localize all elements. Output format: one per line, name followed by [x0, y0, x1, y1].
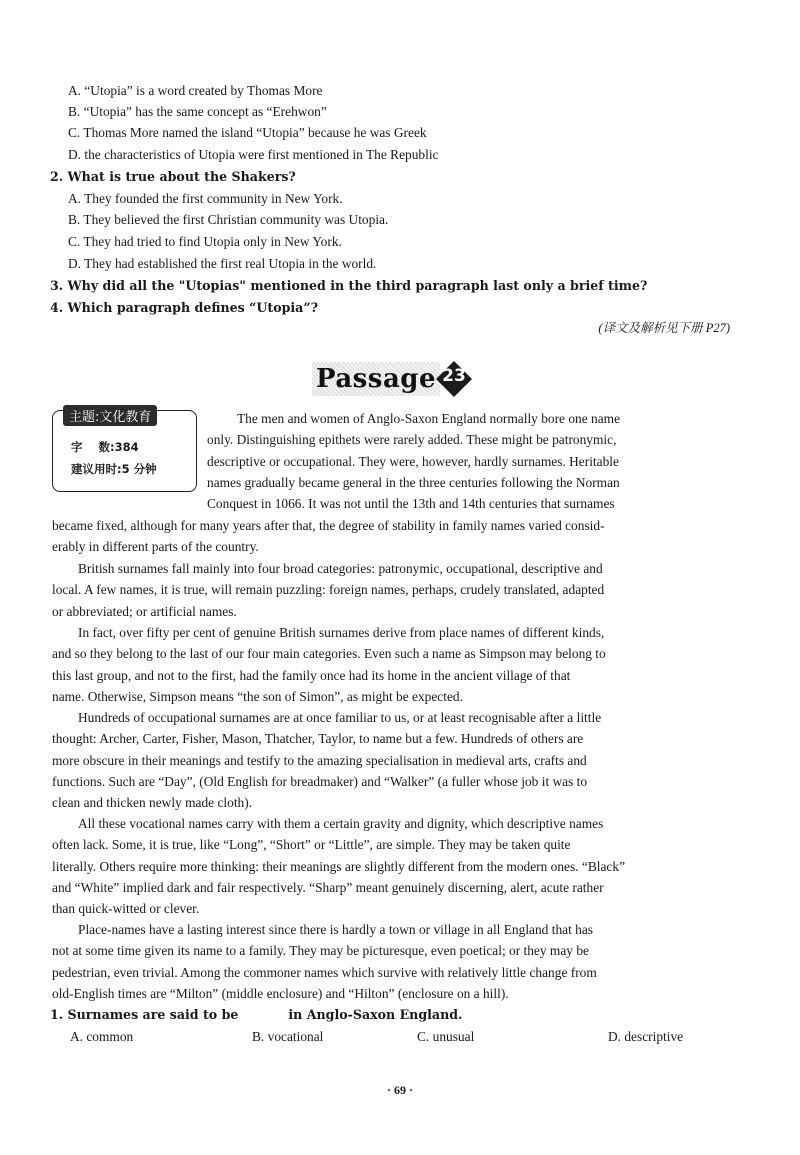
p6-line-4: old-English times are “Milton” (middle enclosure) and “Hilton” (enclosure on a hill). — [52, 985, 509, 1001]
paragraph-5 — [52, 813, 742, 919]
p4-line-5: clean and thicken newly made cloth). — [52, 795, 253, 811]
q1-stem-after: in Anglo-Saxon England. — [288, 1007, 463, 1022]
p1-line-7: erably in different parts of the country. — [52, 539, 259, 555]
q1-option-a: A. “Utopia” is a word created by Thomas More — [68, 83, 323, 98]
p6-line-1: Place-names have a lasting interest since there is hardly a town or village in all England that has — [78, 922, 594, 937]
passage-title: Passage — [312, 362, 440, 396]
p3-line-2: and so they belong to the last of our four main categories. Even such a name as Simpson may belong to — [52, 646, 606, 662]
p5-line-1: All these vocational names carry with them a certain gravity and dignity, which descriptive names — [78, 816, 604, 831]
passage-banner — [312, 360, 482, 398]
paragraph-2 — [52, 558, 742, 622]
p1-line-4: names gradually became general in the three centuries following the Norman — [207, 474, 620, 490]
q2-option-b: B. They believed the first Christian community was Utopia. — [68, 212, 389, 227]
p2-line-3: or abbreviated; or artificial names. — [52, 603, 237, 619]
p6-line-2: not at some time given its name to a family. They may be picturesque, even poetical; or they may be — [52, 943, 589, 959]
q1-option-c: C. Thomas More named the island “Utopia” because he was Greek — [68, 125, 427, 140]
page-number: · 69 · — [386, 1083, 413, 1097]
passage-info-box — [52, 410, 197, 492]
p1-line-2: only. Distinguishing epithets were rarely added. These might be patronymic, — [207, 432, 617, 448]
p3-line-3: this last group, and not to the first, had the family once had its home in the ancient village of that — [52, 667, 571, 683]
passage-question-1 — [50, 1006, 462, 1024]
p2-line-2: local. A few names, it is true, will remain puzzling: foreign names, perhaps, crudely translated, adapted — [52, 582, 605, 598]
p1-line-1: The men and women of Anglo-Saxon England normally bore one name — [237, 411, 621, 426]
word-count: 字 数:384 — [71, 440, 139, 454]
p5-line-2: often lack. Some, it is true, like “Long”, “Short” or “Little”, are simple. They may be taken quite — [52, 837, 571, 853]
p2-line-1: British surnames fall mainly into four broad categories: patronymic, occupational, descriptive and — [78, 561, 603, 576]
p1-line-6: became fixed, although for many years after that, the degree of stability in family names varied consid- — [52, 518, 605, 533]
pq1-option-c: C. unusual — [417, 1029, 475, 1044]
p5-line-3: literally. Others require more thinking: their meanings are slightly different from the modern ones. “Black” — [52, 858, 626, 874]
q1-option-d: D. the characteristics of Utopia were first mentioned in The Republic — [68, 147, 439, 162]
pq1-option-a: A. common — [70, 1029, 134, 1044]
p4-line-1: Hundreds of occupational surnames are at once familiar to us, or at least recognisable after a little — [78, 710, 602, 725]
question-3: 3. Why did all the "Utopias" mentioned in the third paragraph last only a brief time? — [50, 278, 648, 293]
p4-line-2: thought: Archer, Carter, Fisher, Mason, Thatcher, Taylor, to name but a few. Hundreds of others are — [52, 731, 584, 747]
p1-line-5: Conquest in 1066. It was not until the 13th and 14th centuries that surnames — [207, 496, 615, 512]
q1-stem-before: 1. Surnames are said to be — [50, 1007, 239, 1022]
passage-number: 23 — [442, 366, 466, 386]
q2-option-a: A. They founded the first community in New York. — [68, 191, 343, 206]
p1-line-3: descriptive or occupational. They were, however, hardly surnames. Heritable — [207, 453, 619, 469]
p4-line-3: more obscure in their meanings and testify to the amazing specialisation in medieval arts, crafts and — [52, 752, 587, 768]
paragraph-3 — [52, 622, 742, 707]
p5-line-4: and “White” implied dark and fair respectively. “Sharp” meant genuinely discerning, alert, acute rather — [52, 879, 604, 895]
question-2: 2. What is true about the Shakers? — [50, 169, 296, 184]
paragraph-4 — [52, 707, 742, 813]
p5-line-5: than quick-witted or clever. — [52, 901, 200, 917]
q2-option-c: C. They had tried to find Utopia only in New York. — [68, 234, 342, 249]
paragraph-1-full — [52, 515, 742, 558]
p6-line-3: pedestrian, even trivial. Among the commoner names which survive with relatively little change from — [52, 964, 597, 980]
question-4: 4. Which paragraph defines “Utopia”? — [50, 300, 318, 315]
topic-tag: 主题:文化教育 — [63, 405, 157, 426]
p3-line-4: name. Otherwise, Simpson means “the son of Simon”, as might be expected. — [52, 688, 463, 704]
q2-option-d: D. They had established the first real Utopia in the world. — [68, 256, 377, 271]
suggested-time: 建议用时:5 分钟 — [71, 462, 157, 476]
paragraph-1-wrapped — [207, 408, 731, 514]
pq1-option-b: B. vocational — [252, 1029, 324, 1044]
q1-option-b: B. “Utopia” has the same concept as “Erehwon” — [68, 104, 327, 119]
p4-line-4: functions. Such are “Day”, (Old English for breadmaker) and “Walker” (a fuller whose job it was to — [52, 773, 588, 789]
answer-reference: (译文及解析见下册 P27) — [598, 321, 730, 335]
paragraph-6 — [52, 919, 742, 1004]
p3-line-1: In fact, over fifty per cent of genuine British surnames derive from place names of different kinds, — [78, 625, 605, 640]
pq1-option-d: D. descriptive — [608, 1029, 684, 1044]
